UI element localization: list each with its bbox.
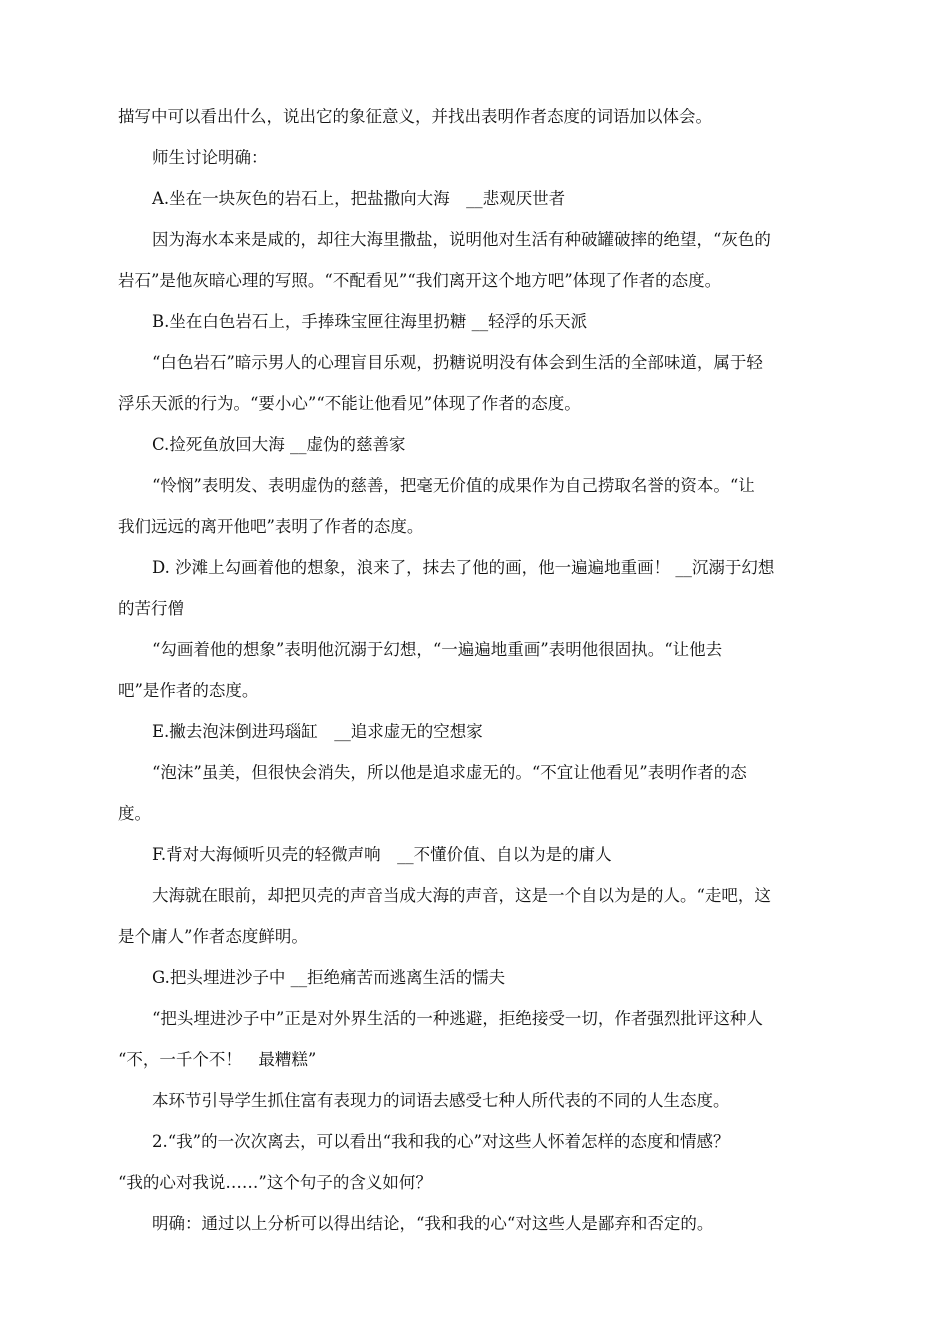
option-heading: B.坐在白色岩石上，手捧珠宝匣往海里扔糖 __轻浮的乐天派 [152,312,588,331]
document-page [118,96,836,1244]
option-heading: D. 沙滩上勾画着他的想象，浪来了，抹去了他的画，他一遍遍地重画！ __沉溺于幻想 [152,558,775,577]
text-line: “勾画着他的想象”表明他沉溺于幻想，“一遍遍地重画”表明他很固执。“让他去 [152,640,723,659]
text-line: 度。 [118,804,151,823]
text-line: “怜悯”表明发、表明虚伪的慈善，把毫无价值的成果作为自己捞取名誉的资本。“让 [152,476,755,495]
text-line: 我们远远的离开他吧”表明了作者的态度。 [118,517,424,536]
answer-line: 明确：通过以上分析可以得出结论，“我和我的心“对这些人是鄙弃和否定的。 [152,1214,714,1233]
text-line: 因为海水本来是咸的，却往大海里撒盐，说明他对生活有种破罐破摔的绝望，“灰色的 [152,230,771,249]
text-line: 浮乐天派的行为。“要小心”“不能让他看见”体现了作者的态度。 [118,394,581,413]
text-line: 师生讨论明确： [152,148,268,167]
option-heading: E.撇去泡沫倒进玛瑙缸 __追求虚无的空想家 [152,722,483,741]
text-line: “不，一千个不！ 最糟糕” [118,1050,317,1069]
text-line: 是个庸人”作者态度鲜明。 [118,927,308,946]
question-line: “我的心对我说……”这个句子的含义如何？ [118,1173,432,1192]
option-heading: A.坐在一块灰色的岩石上，把盐撒向大海 __悲观厌世者 [152,189,566,208]
question-line: 2.“我”的一次次离去，可以看出“我和我的心”对这些人怀着怎样的态度和情感？ [152,1132,730,1151]
text-line: 的苦行僧 [118,599,184,618]
option-heading: F.背对大海倾听贝壳的轻微声响 __不懂价值、自以为是的庸人 [152,845,612,864]
text-line: 吧”是作者的态度。 [118,681,259,700]
text-line: “白色岩石”暗示男人的心理盲目乐观，扔糖说明没有体会到生活的全部味道，属于轻 [152,353,763,372]
text-line: 本环节引导学生抓住富有表现力的词语去感受七种人所代表的不同的人生态度。 [152,1091,730,1110]
text-line: 岩石”是他灰暗心理的写照。“不配看见”“我们离开这个地方吧”体现了作者的态度。 [118,271,722,290]
option-heading: C.捡死鱼放回大海 __虚伪的慈善家 [152,435,406,454]
option-heading: G.把头埋进沙子中 __拒绝痛苦而逃离生活的懦夫 [152,968,506,987]
text-line: “泡沫”虽美，但很快会消失，所以他是追求虚无的。“不宜让他看见”表明作者的态 [152,763,747,782]
text-line: “把头埋进沙子中”正是对外界生活的一种逃避，拒绝接受一切，作者强烈批评这种人 [152,1009,763,1028]
text-line: 大海就在眼前，却把贝壳的声音当成大海的声音，这是一个自以为是的人。“走吧，这 [152,886,771,905]
text-line: 描写中可以看出什么，说出它的象征意义，并找出表明作者态度的词语加以体会。 [118,107,712,126]
